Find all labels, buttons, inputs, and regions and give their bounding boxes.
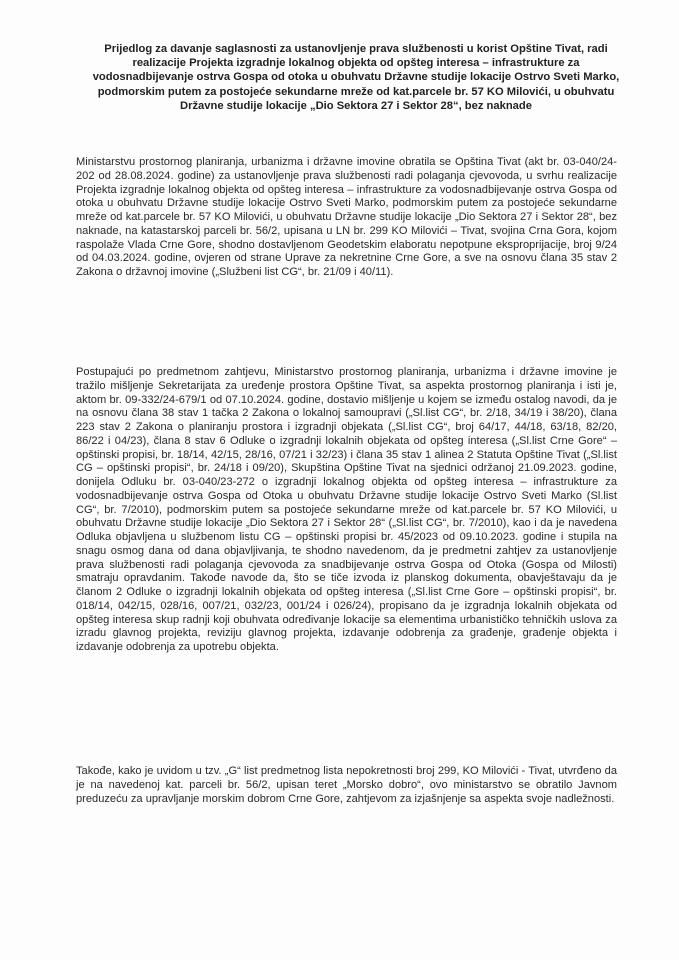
paragraph-public-domain: Takođe, kako je uvidom u tzv. „G“ list predmetnog lista nepokretnosti broj 299, KO Milovići - Tivat, utvrđeno da je na navedenoj kat. parceli br. 56/2, upisan teret „Morsko dobro“, ovo ministarstvo se obratilo Javnom preduzeću za upravljanje morskim dobrom Crne Gore, zahtjevom za izjašnjenje sa aspekta svoje nadležnosti. bbox=[76, 765, 617, 805]
paragraph-opinion: Postupajući po predmetnom zahtjevu, Ministarstvo prostornog planiranja, urbanizma i državne imovine je tražilo mišljenje Sekretarijata za uređenje prostora Opštine Tivat, sa aspekta prostornog planiranja i isti je, aktom br. 09-332/24-679/1 od 07.10.2024. godine, dostavio mišljenje u kojem se između ostalog navodi, da je na osnovu člana 38 stav 1 tačka 2 Zakona o lokalnoj samoupravi („Sl.list CG“, br. 2/18, 34/19 i 38/20), člana 223 stav 2 Zakona o planiranju prostora i izgradnji objekata („Sl.list CG“, broj 64/17, 44/18, 63/18, 82/20, 86/22 i 04/23), člana 8 stav 6 Odluke o izgradnji lokalnih objekata od opšteg interesa („Sl.list Crne Gore“ – opštinski propisi, br. 18/14, 42/15, 28/16, 07/21 i 32/23) i člana 35 stav 1 alinea 2 Statuta Opštine Tivat („Sl.list CG – opštinski propisi“, br. 24/18 i 09/20), Skupština Opštine Tivat na sjednici održanoj 21.09.2023. godine, donijela Odluku br. 03-040/23-272 o izgradnji lokalnog objekta od opšteg interesa – infrastrukture za vodosnadbijevanje ostrva Gospa od Otoka u obuhvatu Državne studije lokacije Ostrvo Sveti Marko (Sl.list CG“, br. 7/2010), podmorskim putem sa postojeće sekundarne mreže od kat.parcele br. 57 KO Milovići, u obuhvatu Državne studije lokacije „Dio Sektora 27 i Sektor 28“ („Sl.list CG“, br. 7/2010), kao i da je navedena Odluka objavljena u službenom listu CG – opštinski propisi br. 45/2023 od 09.10.2023. godine i stupila na snagu osmog dana od dana objavljivanja, te shodno navedenom, da je predmetni zahtjev za ustanovljenje prava službenosti radi polaganja cjevovoda za snadbijevanje ostrva Gospa od Otoka (Gospa od Milosti) smatraju opravdanim. Takođe navode da, što se tiče izvoda iz planskog dokumenta, obavještavaju da je članom 2 Odluke o izgradnji lokalnih objekata od opšteg interesa („Sl.list Crne Gore – opštinski propisi“, br. 018/14, 042/15, 028/16, 007/21, 032/23, 001/24 i 026/24), propisano da je izgradnja lokalnih objekata od opšteg interesa skup radnji koji obuhvata određivanje lokacije sa elementima urbanističko tehničkih uslova za izradu glavnog projekta, reviziju glavnog projekta, izdavanje odobrenja za građenje, građenje objekta i izdavanje odobrenja za upotrebu objekta. bbox=[76, 366, 617, 653]
document-title: Prijedlog za davanje saglasnosti za ustanovljenje prava službenosti u korist Opštine Tivat, radi realizacije Projekta izgradnje lokalnog objekta od opšteg interesa – infrastrukture za vodosnadbijevanje ostrva Gospa od otoka u obuhvatu Državne studije lokacije Ostrvo Sveti Marko, podmorskim putem za postojeće sekundarne mreže od kat.parcele br. 57 KO Milovići, u obuhvatu Državne studije lokacije „Dio Sektora 27 i Sektor 28“, bez naknade bbox=[92, 43, 620, 112]
paragraph-request: Ministarstvu prostornog planiranja, urbanizma i državne imovine obratila se Opština Tivat (akt br. 03-040/24-202 od 28.08.2024. godine) za ustanovljenje prava službenosti radi polaganja cjevovoda, u svrhu realizacije Projekta izgradnje lokalnog objekta od opšteg interesa – infrastrukture za vodosnadbijevanje ostrva Gospa od otoka u obuhvatu Državne studije lokacije Ostrvo Sveti Marko, podmorskim putem za postojeće sekundarne mreže od kat.parcele br. 57 KO Milovići, u obuhvatu Državne studije lokacije „Dio Sektora 27 i Sektor 28“, bez naknade, na katastarskoj parceli br. 56/2, upisana u LN br. 299 KO Milovići – Tivat, svojina Crna Gora, kojom raspolaže Vlada Crne Gore, shodno dostavljenom Geodetskim elaboratu nepotpune eksproprijacije, broj 9/24 od 04.03.2024. godine, ovjeren od strane Uprave za nekretnine Crne Gore, a sve na osnovu člana 35 stav 2 Zakona o državnoj imovine („Službeni list CG“, br. 21/09 i 40/11). bbox=[76, 156, 617, 278]
